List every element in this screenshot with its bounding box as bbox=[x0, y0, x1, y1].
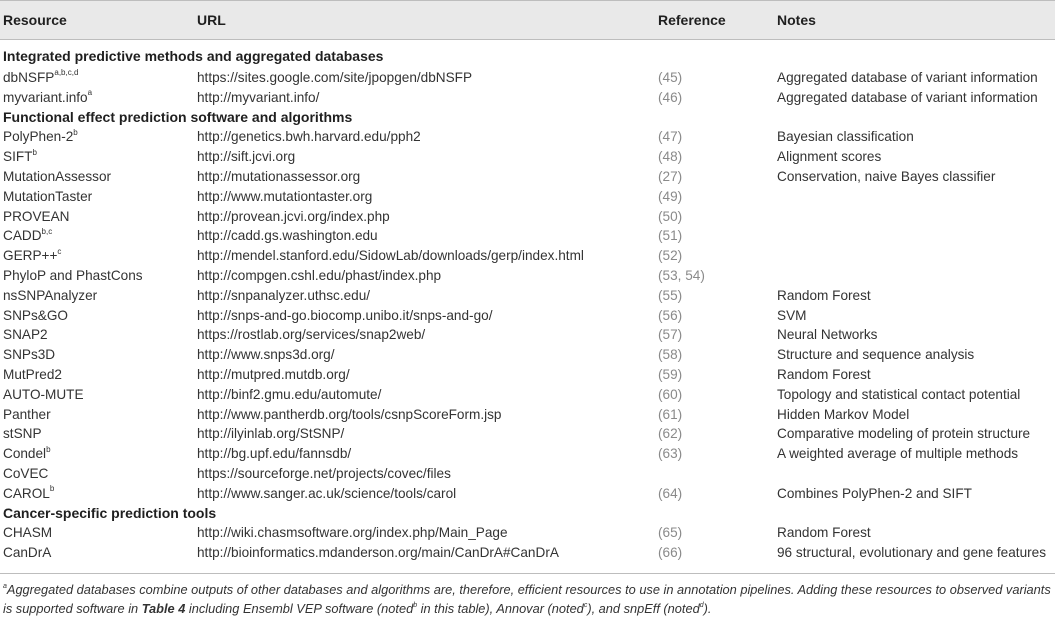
url-cell[interactable]: http://cadd.gs.washington.edu bbox=[197, 228, 378, 244]
resource-name: PROVEAN bbox=[3, 208, 70, 224]
notes-cell: Hidden Markov Model bbox=[777, 406, 910, 422]
notes-cell: Random Forest bbox=[777, 287, 871, 303]
resource-superscript: b bbox=[46, 444, 51, 454]
notes-cell: SVM bbox=[777, 307, 807, 323]
section-title: Cancer-specific prediction tools bbox=[3, 504, 217, 521]
resource-cell bbox=[0, 523, 194, 543]
resource-cell bbox=[0, 325, 194, 345]
resource-cell bbox=[0, 306, 194, 326]
table-row bbox=[0, 444, 1055, 464]
section-header-row bbox=[0, 40, 1055, 69]
reference-cell[interactable]: (50) bbox=[658, 208, 683, 224]
reference-cell[interactable]: (59) bbox=[658, 366, 683, 382]
table-row bbox=[0, 484, 1055, 504]
reference-cell[interactable]: (55) bbox=[658, 287, 683, 303]
reference-cell[interactable]: (62) bbox=[658, 426, 683, 442]
resource-name: PolyPhen-2 bbox=[3, 129, 74, 145]
reference-cell[interactable]: (47) bbox=[658, 129, 683, 145]
url-cell[interactable]: http://www.sanger.ac.uk/science/tools/carol bbox=[197, 485, 457, 501]
notes-cell bbox=[774, 187, 1055, 207]
table-header-row bbox=[0, 1, 1055, 40]
url-cell[interactable]: http://ilyinlab.org/StSNP/ bbox=[197, 426, 345, 442]
resource-name: PhyloP and PhastCons bbox=[3, 267, 143, 283]
resource-name: CHASM bbox=[3, 525, 53, 541]
url-cell[interactable]: http://mutpred.mutdb.org/ bbox=[197, 366, 350, 382]
footnote-table-ref[interactable]: Table 4 bbox=[141, 601, 186, 616]
reference-cell[interactable]: (65) bbox=[658, 525, 683, 541]
resource-cell bbox=[0, 405, 194, 425]
footnote-text-3: in this table), Annovar (noted bbox=[417, 601, 584, 616]
table-row bbox=[0, 226, 1055, 246]
table-row bbox=[0, 385, 1055, 405]
reference-cell[interactable]: (46) bbox=[658, 89, 683, 105]
resource-superscript: c bbox=[57, 246, 62, 256]
table-row bbox=[0, 523, 1055, 543]
url-cell[interactable]: http://mendel.stanford.edu/SidowLab/downloads/gerp/index.html bbox=[197, 248, 584, 264]
footnote-text-4: ), and snpEff (noted bbox=[587, 601, 700, 616]
resource-name: Condel bbox=[3, 446, 47, 462]
resource-cell bbox=[0, 424, 194, 444]
resource-cell bbox=[0, 68, 194, 88]
notes-cell: 96 structural, evolutionary and gene features bbox=[777, 545, 1047, 561]
notes-cell: Combines PolyPhen-2 and SIFT bbox=[777, 485, 972, 501]
url-cell[interactable]: http://www.pantherdb.org/tools/csnpScoreForm.jsp bbox=[197, 406, 502, 422]
table-row bbox=[0, 464, 1055, 484]
footnote-sup-d: d bbox=[699, 601, 704, 609]
table-row bbox=[0, 365, 1055, 385]
notes-cell: Neural Networks bbox=[777, 327, 878, 343]
notes-cell: Bayesian classification bbox=[777, 129, 914, 145]
header-resource: Resource bbox=[0, 1, 194, 40]
table-row bbox=[0, 246, 1055, 266]
resource-superscript: b bbox=[49, 484, 55, 494]
reference-cell[interactable]: (64) bbox=[658, 485, 683, 501]
url-cell[interactable]: http://bioinformatics.mdanderson.org/main/CanDrA#CanDrA bbox=[197, 545, 559, 561]
url-cell[interactable]: http://mutationassessor.org bbox=[197, 168, 361, 184]
resource-cell bbox=[0, 147, 194, 167]
table-row bbox=[0, 68, 1055, 88]
notes-cell: Random Forest bbox=[777, 525, 871, 541]
resource-cell bbox=[0, 88, 194, 108]
resource-name: MutationAssessor bbox=[3, 168, 112, 184]
footnote-text-5: ). bbox=[703, 601, 712, 616]
resource-name: dbNSFP bbox=[3, 70, 55, 85]
notes-cell: Random Forest bbox=[777, 366, 871, 382]
reference-cell[interactable]: (60) bbox=[658, 386, 683, 402]
url-cell[interactable]: https://sites.google.com/site/jpopgen/dbNSFP bbox=[197, 70, 473, 85]
resource-cell bbox=[0, 444, 194, 464]
reference-cell[interactable]: (53, 54) bbox=[658, 267, 705, 283]
resource-name: SNPs&GO bbox=[3, 307, 68, 323]
resource-cell bbox=[0, 187, 194, 207]
table-row bbox=[0, 405, 1055, 425]
reference-cell[interactable]: (51) bbox=[658, 228, 683, 244]
reference-cell[interactable]: (61) bbox=[658, 406, 683, 422]
reference-cell[interactable]: (63) bbox=[658, 446, 683, 462]
resource-cell bbox=[0, 167, 194, 187]
resource-superscript: a,b,c,d bbox=[54, 68, 79, 78]
url-cell[interactable]: http://wiki.chasmsoftware.org/index.php/Main_Page bbox=[197, 525, 508, 541]
reference-cell[interactable]: (48) bbox=[658, 149, 683, 165]
url-cell[interactable]: http://bg.upf.edu/fannsdb/ bbox=[197, 446, 352, 462]
table-bottom-rule bbox=[0, 573, 1055, 574]
resource-superscript: a bbox=[87, 88, 93, 98]
table-row bbox=[0, 147, 1055, 167]
notes-cell: Conservation, naive Bayes classifier bbox=[777, 168, 996, 184]
notes-cell bbox=[774, 464, 1055, 484]
table-row bbox=[0, 167, 1055, 187]
resource-name: SNAP2 bbox=[3, 327, 48, 343]
reference-cell[interactable]: (66) bbox=[658, 545, 683, 561]
url-cell[interactable]: http://compgen.cshl.edu/phast/index.php bbox=[197, 267, 442, 283]
notes-cell: Aggregated database of variant information bbox=[777, 89, 1038, 105]
url-cell[interactable]: http://sift.jcvi.org bbox=[197, 149, 296, 165]
table-row bbox=[0, 306, 1055, 326]
notes-cell: Aggregated database of variant information bbox=[777, 70, 1038, 85]
resource-name: Panther bbox=[3, 406, 51, 422]
resource-superscript: b,c bbox=[41, 226, 53, 236]
footnote-sup-c: c bbox=[583, 601, 588, 609]
url-cell[interactable]: http://www.mutationtaster.org bbox=[197, 188, 373, 204]
notes-cell bbox=[774, 246, 1055, 266]
footnote-sup-b: b bbox=[413, 601, 418, 609]
reference-cell[interactable]: (56) bbox=[658, 307, 683, 323]
resource-name: SNPs3D bbox=[3, 347, 56, 363]
url-cell[interactable]: http://myvariant.info/ bbox=[197, 89, 320, 105]
table-footnote bbox=[3, 580, 1053, 618]
table-row bbox=[0, 325, 1055, 345]
notes-cell: Structure and sequence analysis bbox=[777, 347, 975, 363]
resource-superscript: b bbox=[32, 147, 37, 157]
footnote-text-1: Aggregated databases combine outputs of other databases and algorithms are, therefore, efficient resources to use in annotation pipelines. Adding these resources to observed variants is supported software in bbox=[3, 582, 1051, 616]
notes-cell bbox=[774, 266, 1055, 286]
url-cell[interactable]: https://sourceforge.net/projects/covec/files bbox=[197, 465, 451, 481]
url-cell[interactable]: http://snpanalyzer.uthsc.edu/ bbox=[197, 287, 371, 303]
resource-name: GERP++ bbox=[3, 248, 58, 264]
resource-name: myvariant.info bbox=[3, 89, 88, 105]
resource-cell bbox=[0, 246, 194, 266]
table-row bbox=[0, 127, 1055, 147]
footnote-marker: a bbox=[3, 582, 7, 590]
table-row bbox=[0, 286, 1055, 306]
table-row bbox=[0, 187, 1055, 207]
notes-cell: A weighted average of multiple methods bbox=[777, 446, 1019, 462]
footnote-text-2: including Ensembl VEP software (noted bbox=[185, 601, 414, 616]
reference-cell[interactable]: (49) bbox=[658, 188, 683, 204]
notes-cell: Alignment scores bbox=[777, 149, 882, 165]
resource-cell bbox=[0, 365, 194, 385]
resource-cell bbox=[0, 226, 194, 246]
table-row bbox=[0, 424, 1055, 444]
resource-name: CanDrA bbox=[3, 545, 52, 561]
section-title: Functional effect prediction software and algorithms bbox=[3, 108, 353, 125]
url-cell[interactable]: http://www.snps3d.org/ bbox=[197, 347, 335, 363]
resource-cell bbox=[0, 207, 194, 227]
url-cell[interactable]: http://provean.jcvi.org/index.php bbox=[197, 208, 390, 224]
resource-name: stSNP bbox=[3, 426, 42, 442]
table-row bbox=[0, 88, 1055, 108]
reference-cell[interactable]: (45) bbox=[658, 70, 683, 85]
resource-name: CoVEC bbox=[3, 465, 49, 481]
resource-name: SIFT bbox=[3, 149, 33, 165]
resource-cell bbox=[0, 266, 194, 286]
resource-cell bbox=[0, 385, 194, 405]
resource-cell bbox=[0, 543, 194, 563]
table-row bbox=[0, 266, 1055, 286]
reference-cell[interactable] bbox=[655, 464, 774, 484]
table-row bbox=[0, 345, 1055, 365]
notes-cell bbox=[774, 226, 1055, 246]
header-reference: Reference bbox=[655, 1, 774, 40]
table-body bbox=[0, 40, 1055, 563]
resource-name: nsSNPAnalyzer bbox=[3, 287, 98, 303]
resource-cell bbox=[0, 286, 194, 306]
resource-name: CAROL bbox=[3, 485, 50, 501]
section-header-row bbox=[0, 504, 1055, 524]
table-row bbox=[0, 543, 1055, 563]
section-title: Integrated predictive methods and aggregated databases bbox=[3, 48, 384, 65]
reference-cell[interactable]: (57) bbox=[658, 327, 683, 343]
header-url: URL bbox=[194, 1, 655, 40]
resource-cell bbox=[0, 484, 194, 504]
reference-cell[interactable]: (52) bbox=[658, 248, 683, 264]
section-header-row bbox=[0, 108, 1055, 128]
reference-cell[interactable]: (58) bbox=[658, 347, 683, 363]
resource-cell bbox=[0, 127, 194, 147]
notes-cell: Comparative modeling of protein structure bbox=[777, 426, 1031, 442]
url-cell[interactable]: https://rostlab.org/services/snap2web/ bbox=[197, 327, 426, 343]
notes-cell bbox=[774, 207, 1055, 227]
url-cell[interactable]: http://genetics.bwh.harvard.edu/pph2 bbox=[197, 129, 421, 145]
resource-superscript: b bbox=[73, 127, 78, 137]
url-cell[interactable]: http://binf2.gmu.edu/automute/ bbox=[197, 386, 382, 402]
url-cell[interactable]: http://snps-and-go.biocomp.unibo.it/snps-and-go/ bbox=[197, 307, 493, 323]
notes-cell: Topology and statistical contact potential bbox=[777, 386, 1021, 402]
resource-cell bbox=[0, 464, 194, 484]
reference-cell[interactable]: (27) bbox=[658, 168, 683, 184]
resource-name: CADD bbox=[3, 228, 42, 244]
header-notes: Notes bbox=[774, 1, 1055, 40]
resource-name: MutPred2 bbox=[3, 366, 62, 382]
table-row bbox=[0, 207, 1055, 227]
resource-name: AUTO-MUTE bbox=[3, 386, 84, 402]
resource-cell bbox=[0, 345, 194, 365]
resource-name: MutationTaster bbox=[3, 188, 93, 204]
